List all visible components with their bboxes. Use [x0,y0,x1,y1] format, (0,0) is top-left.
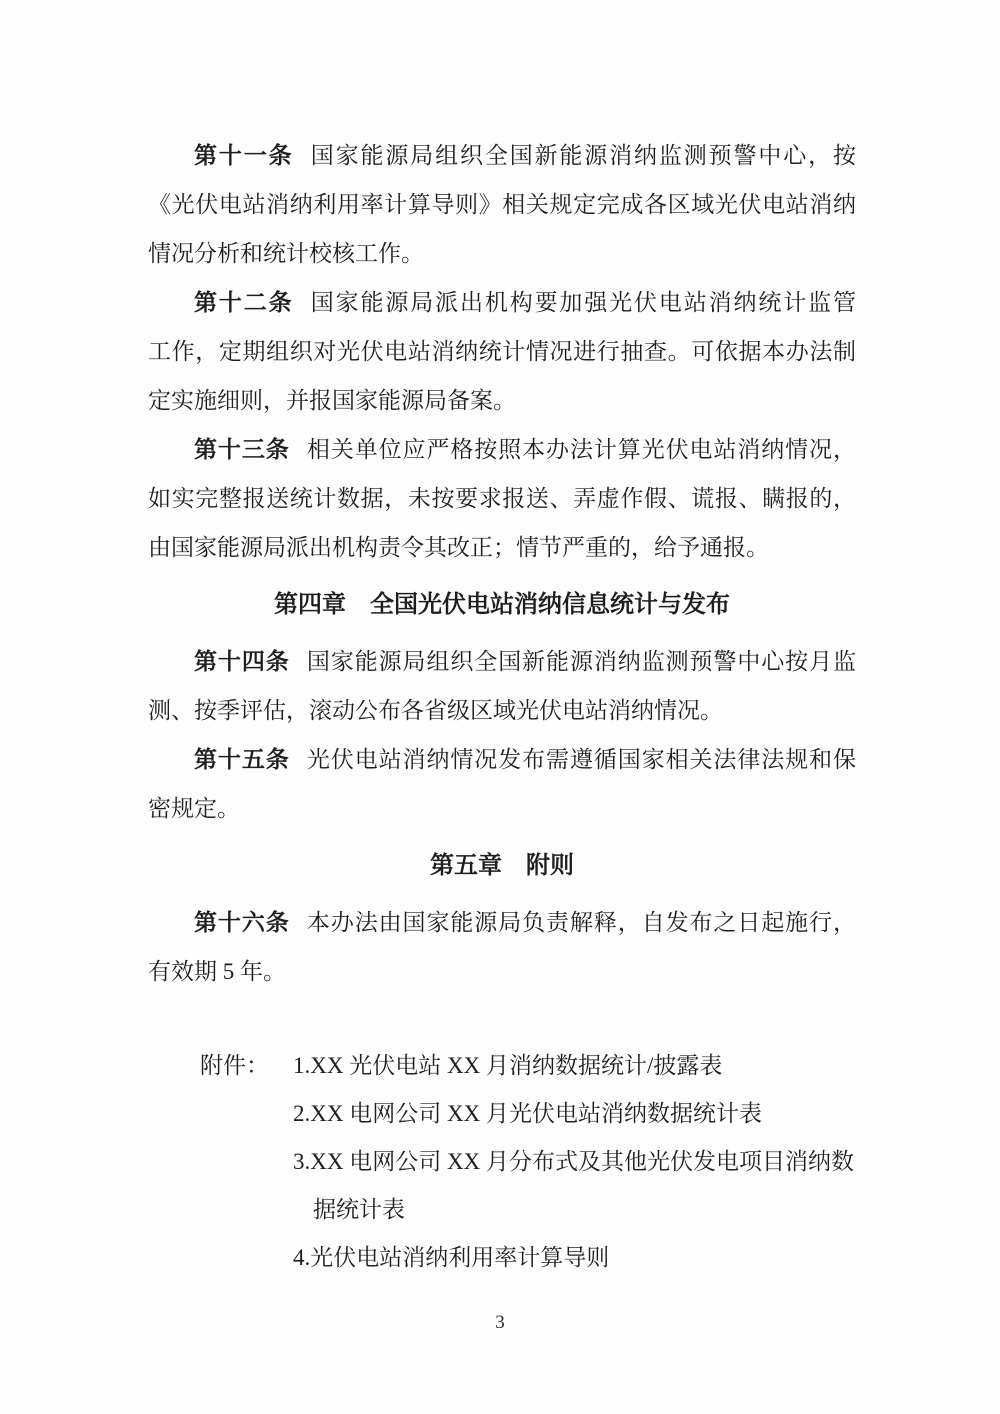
article-14-line-2: 测、按季评估，滚动公布各省级区域光伏电站消纳情况。 [148,698,723,723]
article-11-text-1: 国家能源局组织全国新能源消纳监测预警中心，按 [310,143,857,168]
attachment-item-3-line-1: 3.XX 电网公司 XX 月分布式及其他光伏发电项目消纳数 [293,1149,854,1174]
document-body [148,131,856,1282]
article-11-label: 第十一条 [194,142,294,168]
article-16-line-1 [148,898,856,947]
article-15-label: 第十五条 [194,746,290,772]
article-12-line-2: 工作，定期组织对光伏电站消纳统计情况进行抽查。可依据本办法制 [148,339,856,364]
article-13-line-1 [148,425,856,474]
article-11-line-3: 情况分析和统计校核工作。 [148,241,424,266]
article-14-text-1: 国家能源局组织全国新能源消纳监测预警中心按月监 [306,649,857,674]
article-12-label: 第十二条 [194,289,294,315]
article-11-line-1 [148,131,856,180]
attachment-item-2: 2.XX 电网公司 XX 月光伏电站消纳数据统计表 [293,1101,762,1126]
attachments-label: 附件： [200,1053,269,1078]
article-15-text-1: 光伏电站消纳情况发布需遵循国家相关法律法规和保 [306,747,857,772]
article-16-line-2: 有效期 5 年。 [148,959,286,984]
article-13-label: 第十三条 [194,436,290,462]
chapter-4-heading: 第四章 全国光伏电站消纳信息统计与发布 [274,591,730,618]
article-14-line-1 [148,637,856,686]
article-11-line-2: 《光伏电站消纳利用率计算导则》相关规定完成各区域光伏电站消纳 [148,192,856,217]
article-13-line-2: 如实完整报送统计数据，未按要求报送、弄虚作假、谎报、瞒报的， [148,486,856,511]
article-12-text-1: 国家能源局派出机构要加强光伏电站消纳统计监管 [310,290,857,315]
article-13-line-3: 由国家能源局派出机构责令其改正；情节严重的，给予通报。 [148,535,769,560]
attachments-row-1 [148,1042,856,1090]
article-12-line-1 [148,278,856,327]
article-14-label: 第十四条 [194,648,290,674]
article-15-line-1 [148,735,856,784]
article-16-text-1: 本办法由国家能源局负责解释，自发布之日起施行， [306,910,857,935]
article-12-line-3: 定实施细则，并报国家能源局备案。 [148,388,516,413]
attachment-item-3-line-2: 据统计表 [313,1197,405,1222]
attachment-item-1: 1.XX 光伏电站 XX 月消纳数据统计/披露表 [293,1053,723,1078]
article-15-line-2: 密规定。 [148,796,240,821]
attachment-item-4: 4.光伏电站消纳利用率计算导则 [293,1245,610,1270]
chapter-5-heading: 第五章 附则 [430,852,574,879]
article-16-label: 第十六条 [194,909,290,935]
page-number: 3 [495,1312,505,1333]
article-13-text-1: 相关单位应严格按照本办法计算光伏电站消纳情况， [306,437,857,462]
attachments-list [148,1042,856,1282]
